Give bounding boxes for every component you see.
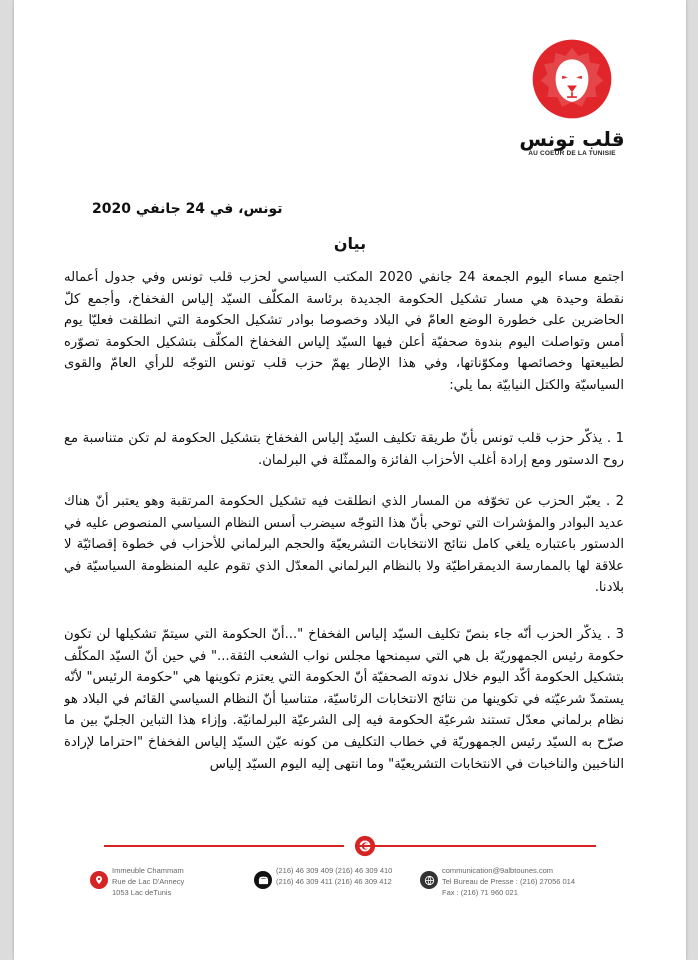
document-date: تونس، في 24 جانفي 2020: [92, 201, 283, 217]
point-3-paragraph: 3 . يذكّر الحزب أنّه جاء بنصّ تكليف السيّد إلياس الفخفاخ "...أنّ الحكومة التي سيتمّ تشكيلها لن تكون حكومة رئيس الجمهوريّة بل هي التي سيمنحها مجلس نواب الشعب الثقة..." في حين أنّ السيّد المكلّف بتشكيل الحكومة أكّد اليوم خلال ندوته الصحفيّة أنّ الحكومة التي يعتزم تكوينها هي "حكومة الرئيس" لأنّه يستمدّ شرعيّته في تكوينها من نتائج الانتخابات الرئاسيّة، متناسيا أنّ النظام السياسي القائم في البلاد هو نظام برلماني معدّل تستند شرعيّة الحكومة فيه إلى الشرعيّة البرلمانيّة. وإزاء هذا التباين الجليّ بين ما صرّح به السيّد رئيس الجمهوريّة في خطاب التكليف من كونه عيّن السيّد إلياس الفخفاخ "احتراما لإرادة الناخبين والناخبات في الانتخابات التشريعيّة" وما انتهى إليه اليوم السيّد إلياس: [64, 627, 624, 772]
address-line: Rue de Lac D'Annecy: [112, 877, 185, 886]
address-line: Immeuble Chammam: [112, 866, 184, 875]
address-line: 1053 Lac deTunis: [112, 888, 172, 897]
phone-line: (216) 46 309 411 (216) 46 309 412: [276, 877, 392, 886]
lion-logo-icon: [531, 38, 613, 120]
intro-paragraph: اجتمع مساء اليوم الجمعة 24 جانفي 2020 المكتب السياسي لحزب قلب تونس وفي جدول أعماله نقطة وحيدة هي مسار تشكيل الحكومة الجديدة برئاسة المكلّف السيّد إلياس الفخفاخ، وأجمع كلّ الحاضرين على خطورة الوضع العامّ في البلاد وخصوصا بوادر تشكيل الحكومة التي انطلقت فعليّا يوم أمس وتواصلت اليوم بندوة صحفيّة أعلن فيها السيّد إلياس الفخفاخ المكلّف بتشكيل الحكومة تصوّره لطبيعتها وخصائصها ومكوّناتها، وفي هذا الإطار يهمّ حزب قلب تونس التوجّه للرأي العامّ والقوى السياسيّة والكتل النيابيّة بما يلي:: [64, 270, 624, 393]
globe-icon: [420, 871, 438, 889]
letterhead-footer: [54, 835, 646, 925]
footer-divider-left: [104, 845, 344, 847]
document-title: بيان: [333, 234, 367, 253]
party-name: قلب تونس: [519, 127, 625, 151]
party-logo: [518, 38, 626, 157]
telephone-icon: [254, 871, 272, 889]
document-page: [14, 0, 686, 960]
footer-address: [112, 865, 232, 898]
footer-phones: [276, 865, 426, 887]
point-1-paragraph: 1 . يذكّر حزب قلب تونس بأنّ طريقة تكليف السيّد إلياس الفخفاخ بتشكيل الحكومة لم تكن متناسبة مع روح الدستور ومع إرادة أغلب الأحزاب الفائزة والممثّلة في البرلمان.: [64, 431, 624, 468]
phone-line: (216) 46 309 409 (216) 46 309 410: [276, 866, 393, 875]
footer-divider-right: [356, 845, 596, 847]
footer-contacts: [442, 865, 612, 898]
email-line: communication@9albtounes.com: [442, 866, 554, 875]
party-tagline: AU COEUR DE LA TUNISIE: [528, 150, 616, 157]
press-phone-line: Tel Bureau de Presse : (216) 27056 014: [442, 877, 576, 886]
location-pin-icon: [90, 871, 108, 889]
point-2-paragraph: 2 . يعبّر الحزب عن تخوّفه من المسار الذي انطلقت فيه تشكيل الحكومة المرتقبة وهو يعتبر أنّ هناك عديد البوادر والمؤشرات التي توحي بأنّ هذا التوجّه سيضرب أسس النظام السياسي المنصوص عليه في الدستور باعتباره يلغي كامل نتائج الانتخابات التشريعيّة والحجم البرلماني للأحزاب في خطوة إقصائيّة لا علاقة لها بالممارسة الديمقراطيّة ولا بالنظام البرلماني المعدّل الذي تقوم عليه المنظومة السياسيّة في بلادنا.: [64, 494, 624, 596]
fax-line: Fax : (216) 71 960 021: [442, 888, 518, 897]
